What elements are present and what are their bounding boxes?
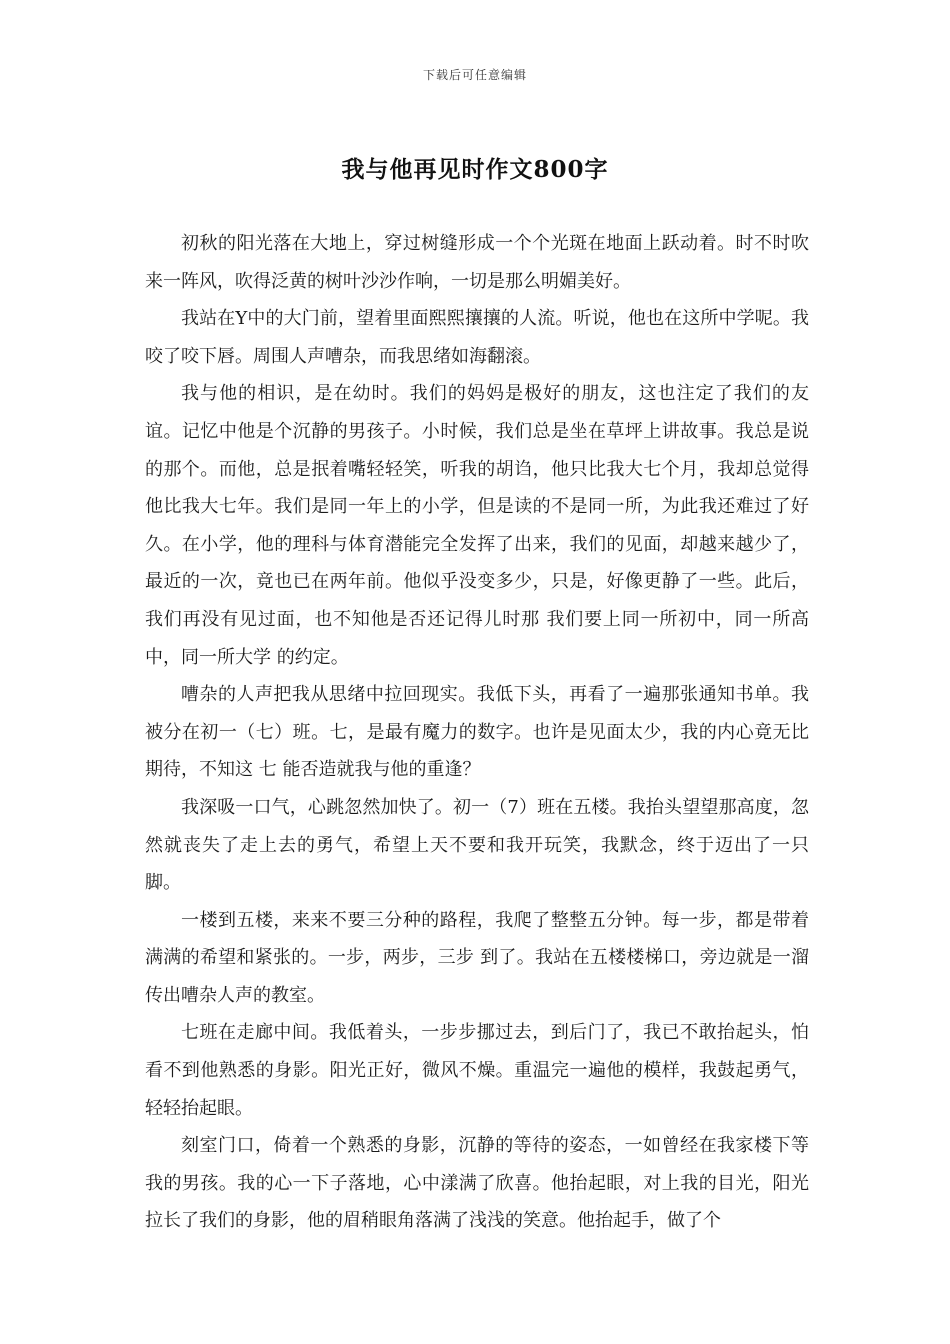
header-note: 下载后可任意编辑	[422, 68, 527, 82]
paragraph-6: 一楼到五楼，来来不要三分种的路程，我爬了整整五分钟。每一步，都是带着满满的希望和紧张的。一步，两步，三步 到了。我站在五楼楼梯口，旁边就是一溜传出嘈杂人声的教室。	[145, 909, 809, 1006]
paragraph-3: 我与他的相识，是在幼时。我们的妈妈是极好的朋友，这也注定了我们的友谊。记忆中他是个沉静的男孩子。小时候，我们总是坐在草坪上讲故事。我总是说的那个。而他，总是抿着嘴轻轻笑，听我的胡诌，他只比我大七个月，我却总觉得他比我大七年。我们是同一年上的小学，但是读的不是同一所，为此我还难过了好久。在小学，他的理科与体育潜能完全发挥了出来，我们的见面，却越来越少了，最近的一次，竟也已在两年前。他似乎没变多少，只是，好像更静了一些。此后，我们再没有见过面，也不知他是否还记得儿时那 我们要上同一所初中，同一所高中，同一所大学 的约定。	[145, 383, 809, 668]
paragraph-1: 初秋的阳光落在大地上，穿过树缝形成一个个光斑在地面上跃动着。时不时吹来一阵风，吹得泛黄的树叶沙沙作响，一切是那么明媚美好。	[145, 233, 809, 292]
document-title: 我与他再见时作文800字	[341, 156, 609, 183]
paragraph-4: 嘈杂的人声把我从思绪中拉回现实。我低下头，再看了一遍那张通知书单。我被分在初一（七）班。七，是最有魔力的数字。也许是见面太少，我的内心竟无比期待，不知这 七 能否造就我与他的重逢？	[145, 684, 809, 781]
paragraph-8: 刻室门口，倚着一个熟悉的身影，沉静的等待的姿态，一如曾经在我家楼下等我的男孩。我的心一下子落地，心中漾满了欣喜。他抬起眼，对上我的目光，阳光拉长了我们的身影，他的眉稍眼角落满了浅浅的笑意。他抬起手，做了个	[145, 1135, 809, 1232]
document-body	[145, 225, 809, 1240]
paragraph-5: 我深吸一口气，心跳忽然加快了。初一（7）班在五楼。我抬头望望那高度，忽然就丧失了走上去的勇气，希望上天不要和我开玩笑，我默念，终于迈出了一只脚。	[145, 796, 809, 894]
paragraph-7: 七班在走廊中间。我低着头，一步步挪过去，到后门了，我已不敢抬起头，怕看不到他熟悉的身影。阳光正好，微风不燥。重温完一遍他的模样，我鼓起勇气，轻轻抬起眼。	[145, 1022, 809, 1119]
paragraph-2: 我站在Y中的大门前，望着里面熙熙攘攘的人流。听说，他也在这所中学呢。我咬了咬下唇。周围人声嘈杂，而我思绪如海翻滚。	[145, 308, 809, 367]
